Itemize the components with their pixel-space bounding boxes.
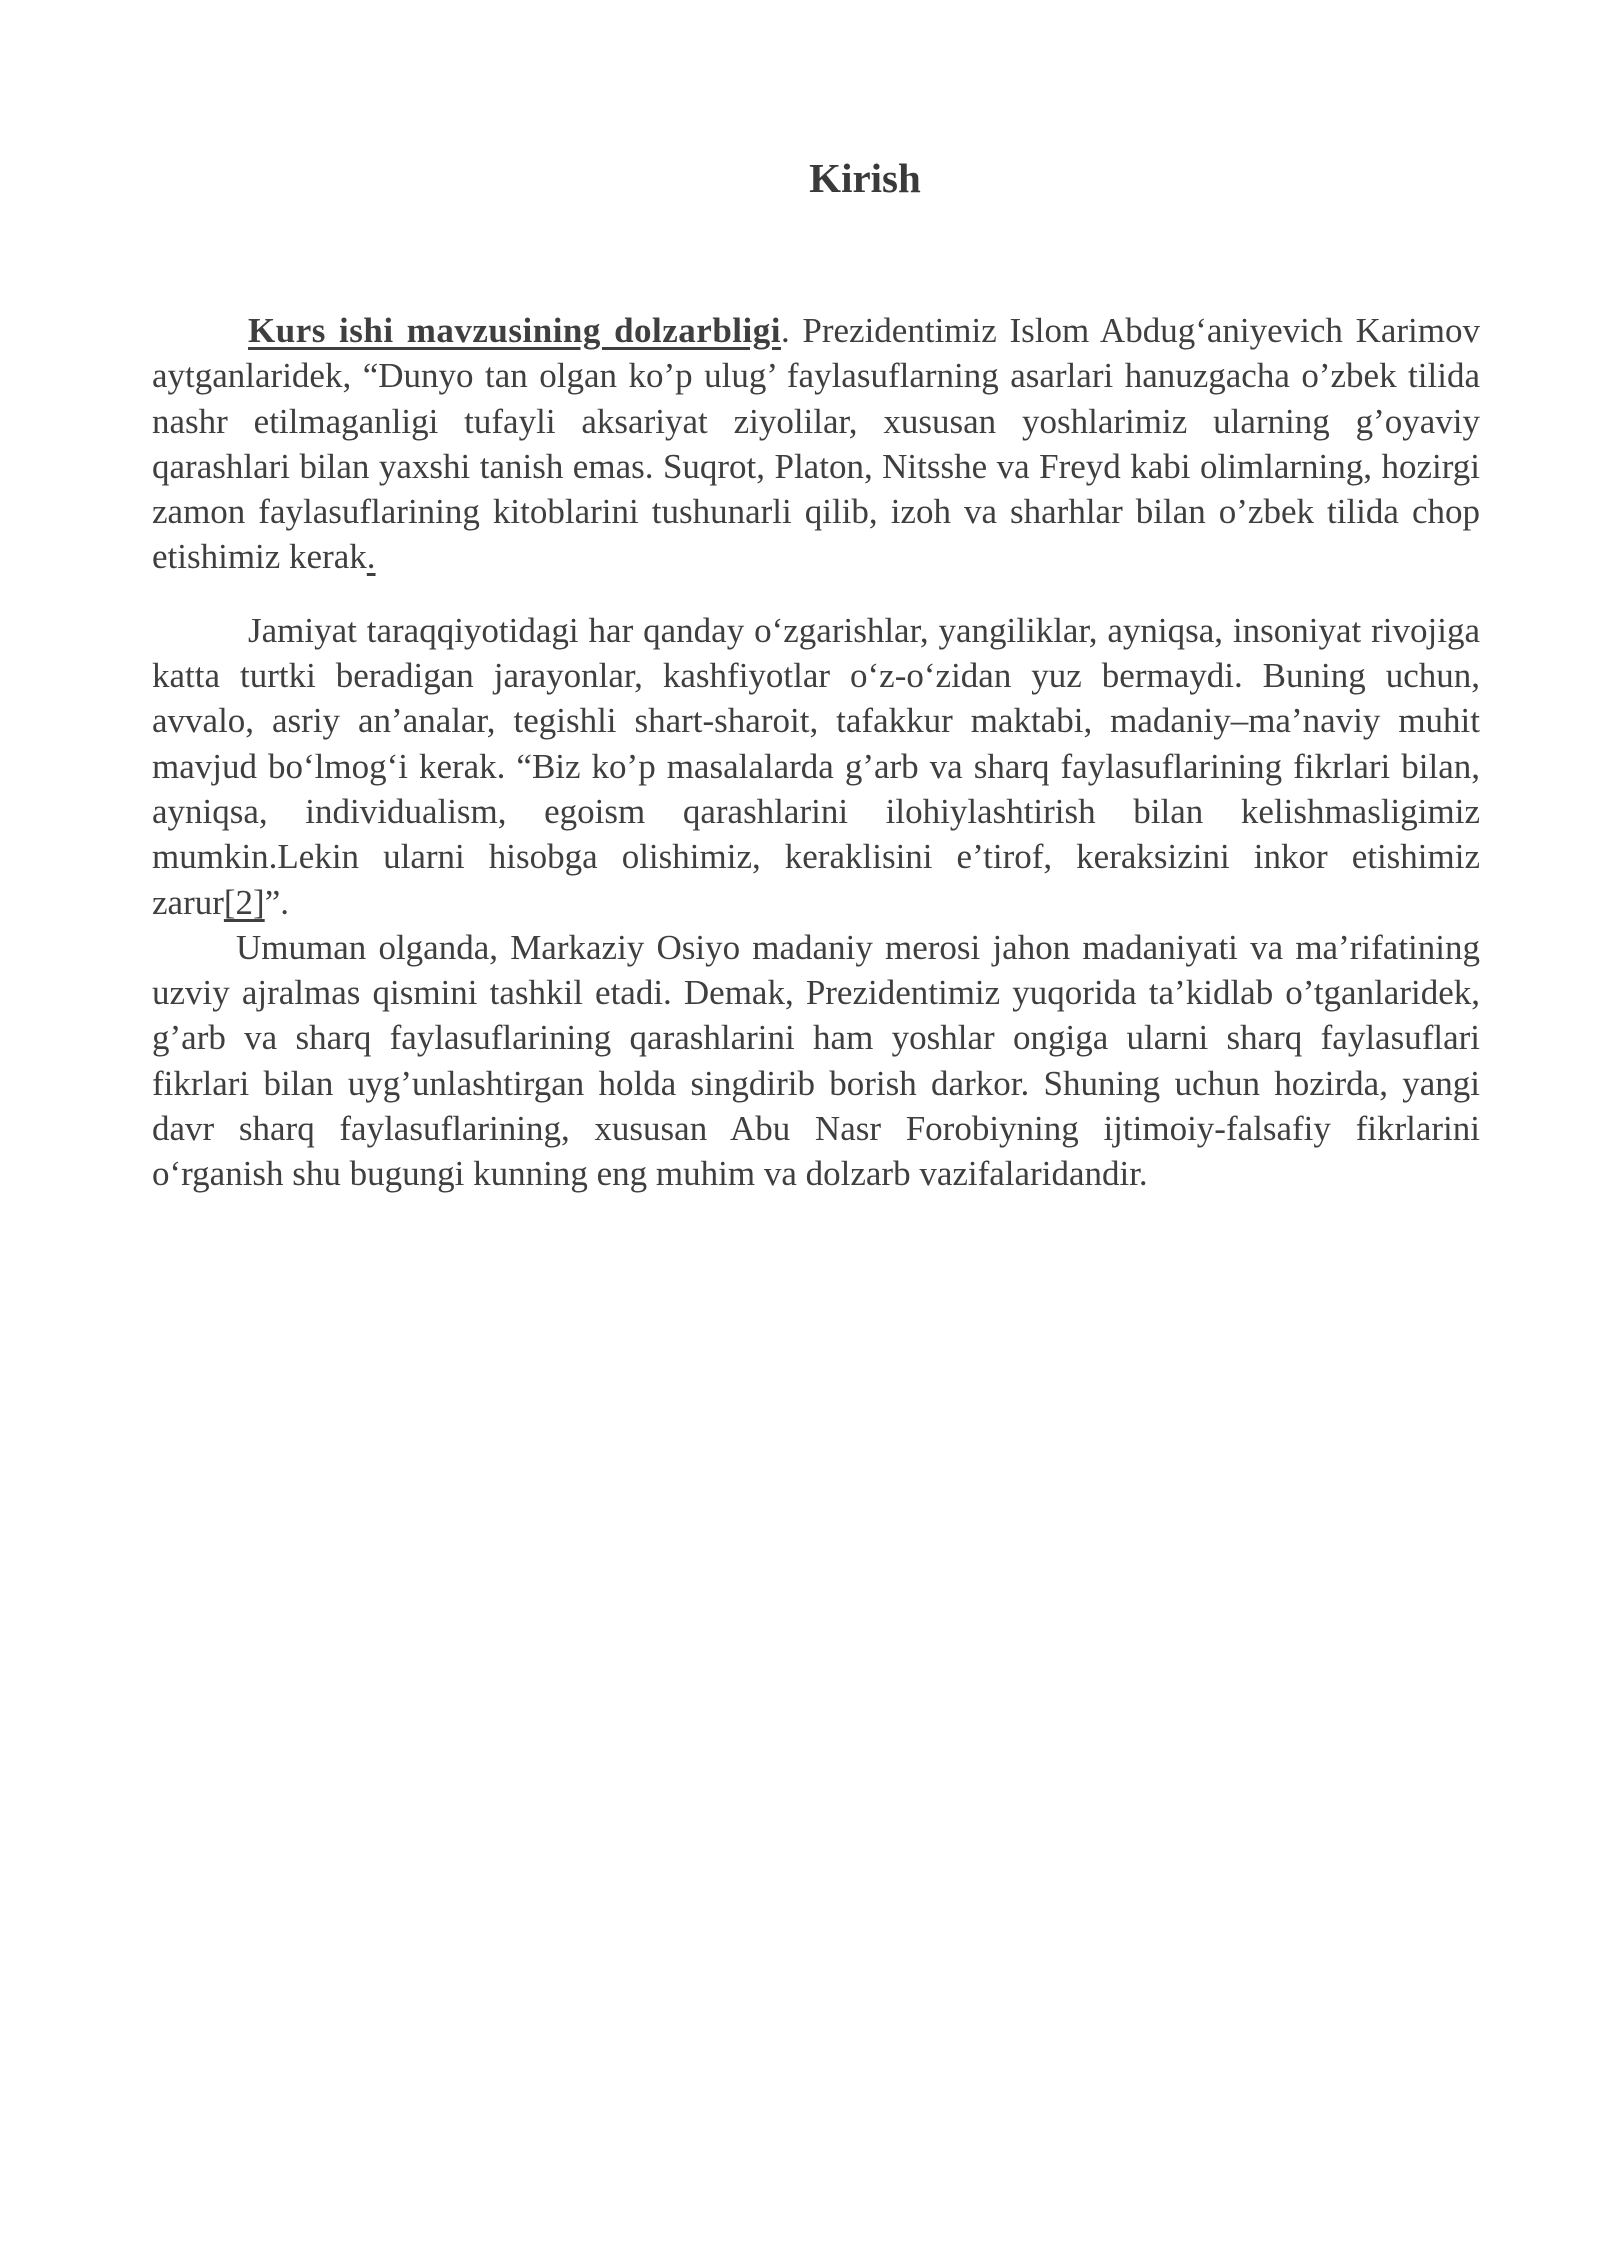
paragraph-2-end: ”.: [264, 882, 289, 922]
paragraph-2-text: Jamiyat taraqqiyotidagi har qanday o‘zgarishlar, yangiliklar, ayniqsa, insoniyat rivojiga katta turtki beradigan jarayonlar, kashfiyotlar o‘z-o‘zidan yuz bermaydi. Buning uchun, avvalo, asriy an’analar, tegishli shart-sharoit, tafakkur maktabi, madaniy–ma’naviy muhit mavjud bo‘lmog‘i kerak. “Biz ko’p masalalarda g’arb va sharq faylasuflarining fikrlari bilan, ayniqsa, individualism, egoism qarashlarini ilohiylashtirish bilan kelishmasligimiz mumkin.Lekin ularni hisobga olishimiz, keraklisini e’tirof, keraksizini inkor etishimiz zarur: [152, 610, 1480, 922]
page-title: Kirish: [809, 155, 921, 201]
section-lead-heading: Kurs ishi mavzusining dolzarbligi: [248, 311, 781, 350]
footnote-reference-link[interactable]: [2]: [223, 882, 265, 922]
paragraph-3-text: Umuman olganda, Markaziy Osiyo madaniy merosi jahon madaniyati va ma’rifatining uzviy ajralmas qismini tashkil etadi. Demak, Prezidentimiz yuqorida ta’kidlab o’tganlaridek, g’arb va sharq faylasuflarining qarashlarini ham yoshlar ongiga ularni sharq faylasuflari fikrlari bilan uyg’unlashtirgan holda singdirib borish darkor. Shuning uchun hozirda, yangi davr sharq faylasuflarining, xususan Abu Nasr Forobiyning ijtimoiy-falsafiy fikrlarini o‘rganish shu bugungi kunning eng muhim va dolzarb vazifalaridandir.: [152, 927, 1480, 1194]
paragraph-1-text: Prezidentimiz Islom Abdug‘aniyevich Karimov aytganlaridek, “Dunyo tan olgan ko’p ulug’ faylasuflarning asarlari hanuzgacha o’zbek tilida nashr etilmaganligi tufayli aksariyat ziyolilar, xususan yoshlarimiz ularning g’oyaviy qarashlari bilan yaxshi tanish emas. Suqrot, Platon, Nitsshe va Freyd kabi olimlarning, hozirgi zamon faylasuflarining kitoblarini tushunarli qilib, izoh va sharhlar bilan o’zbek tilida chop etishimiz kerak: [152, 311, 1480, 577]
paragraph-relevance: [152, 308, 1480, 580]
lead-period: .: [780, 311, 790, 350]
paragraph-society: [152, 608, 1480, 925]
paragraph-1-end-mark: .: [366, 537, 376, 577]
paragraph-heritage: [152, 925, 1480, 1197]
document-body: [152, 308, 1480, 1197]
